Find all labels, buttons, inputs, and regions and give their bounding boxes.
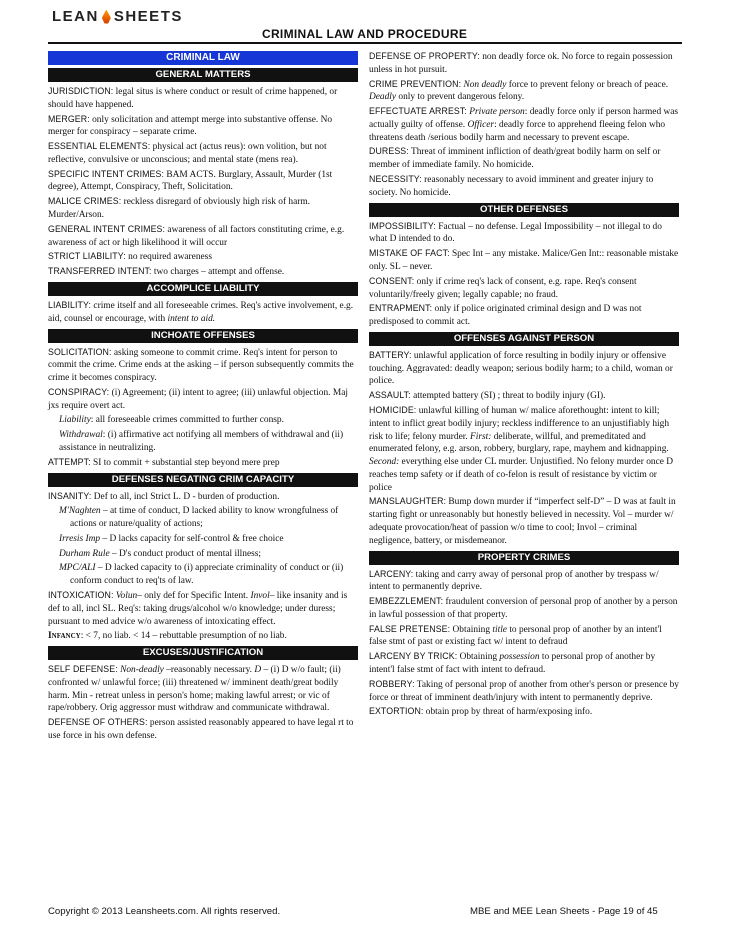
main-section-title: CRIMINAL LAW [48,51,358,65]
entry-irresistible-impulse: Irresis Imp – D lacks capacity for self-control & free choice [59,533,284,544]
entry-entrapment: ENTRAPMENT: only if police originated criminal design and D was not predisposed to commit act. [369,303,642,328]
entry-specific-intent: SPECIFIC INTENT CRIMES: BAM ACTS. Burglary, Assault, Murder (1st degree), Attempt, Conspiracy, Theft, Solicitation. [48,168,333,193]
section-heading: OFFENSES AGAINST PERSON [369,332,679,346]
leansheets-logo: LEAN SHEETS [52,8,183,25]
entry-duress: DURESS: Threat of imminent infliction of death/great bodily harm on self or member of immediate family. No homicide. [369,146,661,171]
section-heading: EXCUSES/JUSTIFICATION [48,646,358,660]
entry-crime-prevention: CRIME PREVENTION: Non deadly force to prevent felony or breach of peace. Deadly only to prevent dangerous felony. [369,78,669,103]
entry-conspiracy: CONSPIRACY: (i) Agreement; (ii) intent to agree; (iii) unlawful objection. Maj jxs require overt act. [48,386,348,411]
header-divider [48,42,682,44]
entry-intoxication: INTOXICATION: Volun– only def for Specific Intent. Invol– like insanity and is def to all, incl SL. Req's: taking drugs/alcohol w/o knowledge; under duress; pursuant to med advice w/o awareness of intoxicating effect. [48,590,348,627]
entry-assault: ASSAULT: attempted battery (SI) ; threat to bodily injury (GI). [369,390,606,402]
entry-homicide: HOMICIDE: unlawful killing of human w/ malice aforethought: intent to kill; intent to inflict great bodily injury; reckless indifference to an unjustifiably high risk to life; felony murder. First: deliberate, willful, and premeditated and enumerated felony, e.g. arson, robbery, burglary, rape, mayhem and kidnapping. Second: everything else under CL murder. Unjustified. No felony murder once D reaches temp safety or if death of co-felon is result of resistance by victim or police [369,404,673,493]
entry-essential-elements: ESSENTIAL ELEMENTS: physical act (actus reus): own volition, but not reflective, convulsive or unconscious; and mental state (mens rea). [48,141,327,165]
entry-accomplice-liability: LIABILITY: crime itself and all foreseeable crimes. Req's active involvement, e.g. aid, counsel or encourage, with intent to aid. [48,299,354,324]
entry-malice-crimes: MALICE CRIMES: reckless disregard of obviously high risk of harm. Murder/Arson. [48,196,311,221]
entry-defense-of-others: DEFENSE OF OTHERS: person assisted reasonably appeared to have legal rt to use force in his own defense. [48,717,354,742]
entry-mistake-of-fact: MISTAKE OF FACT: Spec Int – any mistake. Malice/Gen Int:: reasonable mistake only. SL – never. [369,248,679,272]
entry-battery: BATTERY: unlawful application of force resulting in bodily injury or offensive touching. Aggravated: deadly weapon; serious bodily harm; to a child, woman or police. [369,349,673,387]
entry-manslaughter: MANSLAUGHTER: Bump down murder if “imperfect self-D” – D was at fault in starting fight or unreasonably but honestly believed in necessity. Vol – murder w/ adequate provocation/heat of passion w/o time to cool; Invol – criminal negligence, battery, or misdemeanor. [369,496,676,546]
right-column [369,51,679,721]
entry-durham-rule: Durham Rule – D's conduct product of mental illness; [59,548,262,559]
left-column [48,51,358,745]
footer-copyright: Copyright © 2013 Leansheets.com. All rights reserved. [48,906,281,917]
entry-merger: MERGER: only solicitation and attempt merge into substantive offense. No merger for conspiracy – separate crime. [48,113,333,138]
entry-necessity: NECESSITY: reasonably necessary to avoid imminent and greater injury to society. No homicide. [369,174,654,198]
entry-jurisdiction: JURISDICTION: legal situs is where conduct or result of crime happened, or should have happened. [48,86,338,110]
entry-consent: CONSENT: only if crime req's lack of consent, e.g. rape. Req's consent voluntarily/freely given; legally capable; no fraud. [369,275,637,300]
document-title: CRIMINAL LAW AND PROCEDURE [262,27,468,41]
entry-mpc-ali: MPC/ALI – D lacked capacity to (i) appreciate criminality of conduct or (ii) conform conduct to req'ts of law. [59,563,344,587]
footer-page-number: MBE and MEE Lean Sheets - Page 19 of 45 [470,906,658,917]
entry-insanity: INSANITY: Def to all, incl Strict L. D - burden of production. [48,490,280,502]
section-heading: GENERAL MATTERS [48,68,358,82]
entry-false-pretense: FALSE PRETENSE: Obtaining title to personal prop of another by an intent'l false stmt of past or existing fact w/ intent to defraud [369,623,662,648]
entry-effectuate-arrest: EFFECTUATE ARREST: Private person: deadly force only if person harmed was actually guilty of offense. Officer: deadly force to apprehend fleeing felon who threatens death /serious bodily harm and necessary to prevent escape. [369,106,679,143]
entry-robbery: ROBBERY: Taking of personal prop of another from other's person or presence by force or threat of imminent death/injury with intent to permanently deprive. [369,678,679,703]
section-heading: DEFENSES NEGATING CRIM CAPACITY [48,473,358,487]
entry-general-intent: GENERAL INTENT CRIMES: awareness of all factors constituting crime, e.g. awareness of act or high likelihood it will occur [48,223,345,248]
entry-impossibility: IMPOSSIBILITY: Factual – no defense. Legal Impossibility – not illegal to do what D intended to do. [369,220,662,245]
entry-larceny-by-trick: LARCENY BY TRICK: Obtaining possession to personal prop of another by intent'l false stmt of fact with intent to defraud. [369,651,656,676]
flame-icon [102,10,111,24]
entry-infancy: Infancy: < 7, no liab. < 14 – rebuttable presumption of no liab. [48,631,287,642]
entry-transferred-intent: TRANSFERRED INTENT: two charges – attempt and offense. [48,266,285,278]
entry-attempt: ATTEMPT: SI to commit + substantial step beyond mere prep [48,456,280,468]
entry-strict-liability: STRICT LIABILITY: no required awareness [48,251,212,263]
entry-self-defense: SELF DEFENSE: Non-deadly –reasonably necessary. D – (i) D w/o fault; (ii) confronted w/ unlawful force; (iii) threatened w/ imminent death/great bodily harm. Min - retreat unless in person's home; making lawful arrest; or vic of rape/robbery. Orig aggressor must withdraw and communicate withdrawal. [48,664,341,714]
entry-defense-of-property: DEFENSE OF PROPERTY: non deadly force ok. No force to regain possession unless in hot pursuit. [369,51,673,75]
entry-larceny: LARCENY: taking and carry away of personal prop of another by trespass w/ intent to permanently deprive. [369,568,659,593]
section-heading: PROPERTY CRIMES [369,551,679,565]
section-heading: OTHER DEFENSES [369,203,679,217]
entry-extortion: EXTORTION: obtain prop by threat of harm/exposing info. [369,706,593,718]
entry-conspiracy-withdrawal: Withdrawal: (i) affirmative act notifying all members of withdrawal and (ii) assistance in neutralizing. [59,430,344,453]
section-heading: ACCOMPLICE LIABILITY [48,282,358,296]
page-header [0,0,730,46]
entry-embezzlement: EMBEZZLEMENT: fraudulent conversion of personal prop of another by a person in lawful possession of that property. [369,596,678,620]
entry-mnaghten: M'Naghten – at time of conduct, D lacked ability to know wrongfulness of actions or nature/quality of actions; [59,506,339,530]
entry-conspiracy-liability: Liability: all foreseeable crimes committed to further consp. [59,415,284,426]
entry-solicitation: SOLICITATION: asking someone to commit crime. Req's intent for person to commit the crime. Crime ends at the asking – if person subsequently commits the crime it becomes conspiracy. [48,346,354,384]
section-heading: INCHOATE OFFENSES [48,329,358,343]
